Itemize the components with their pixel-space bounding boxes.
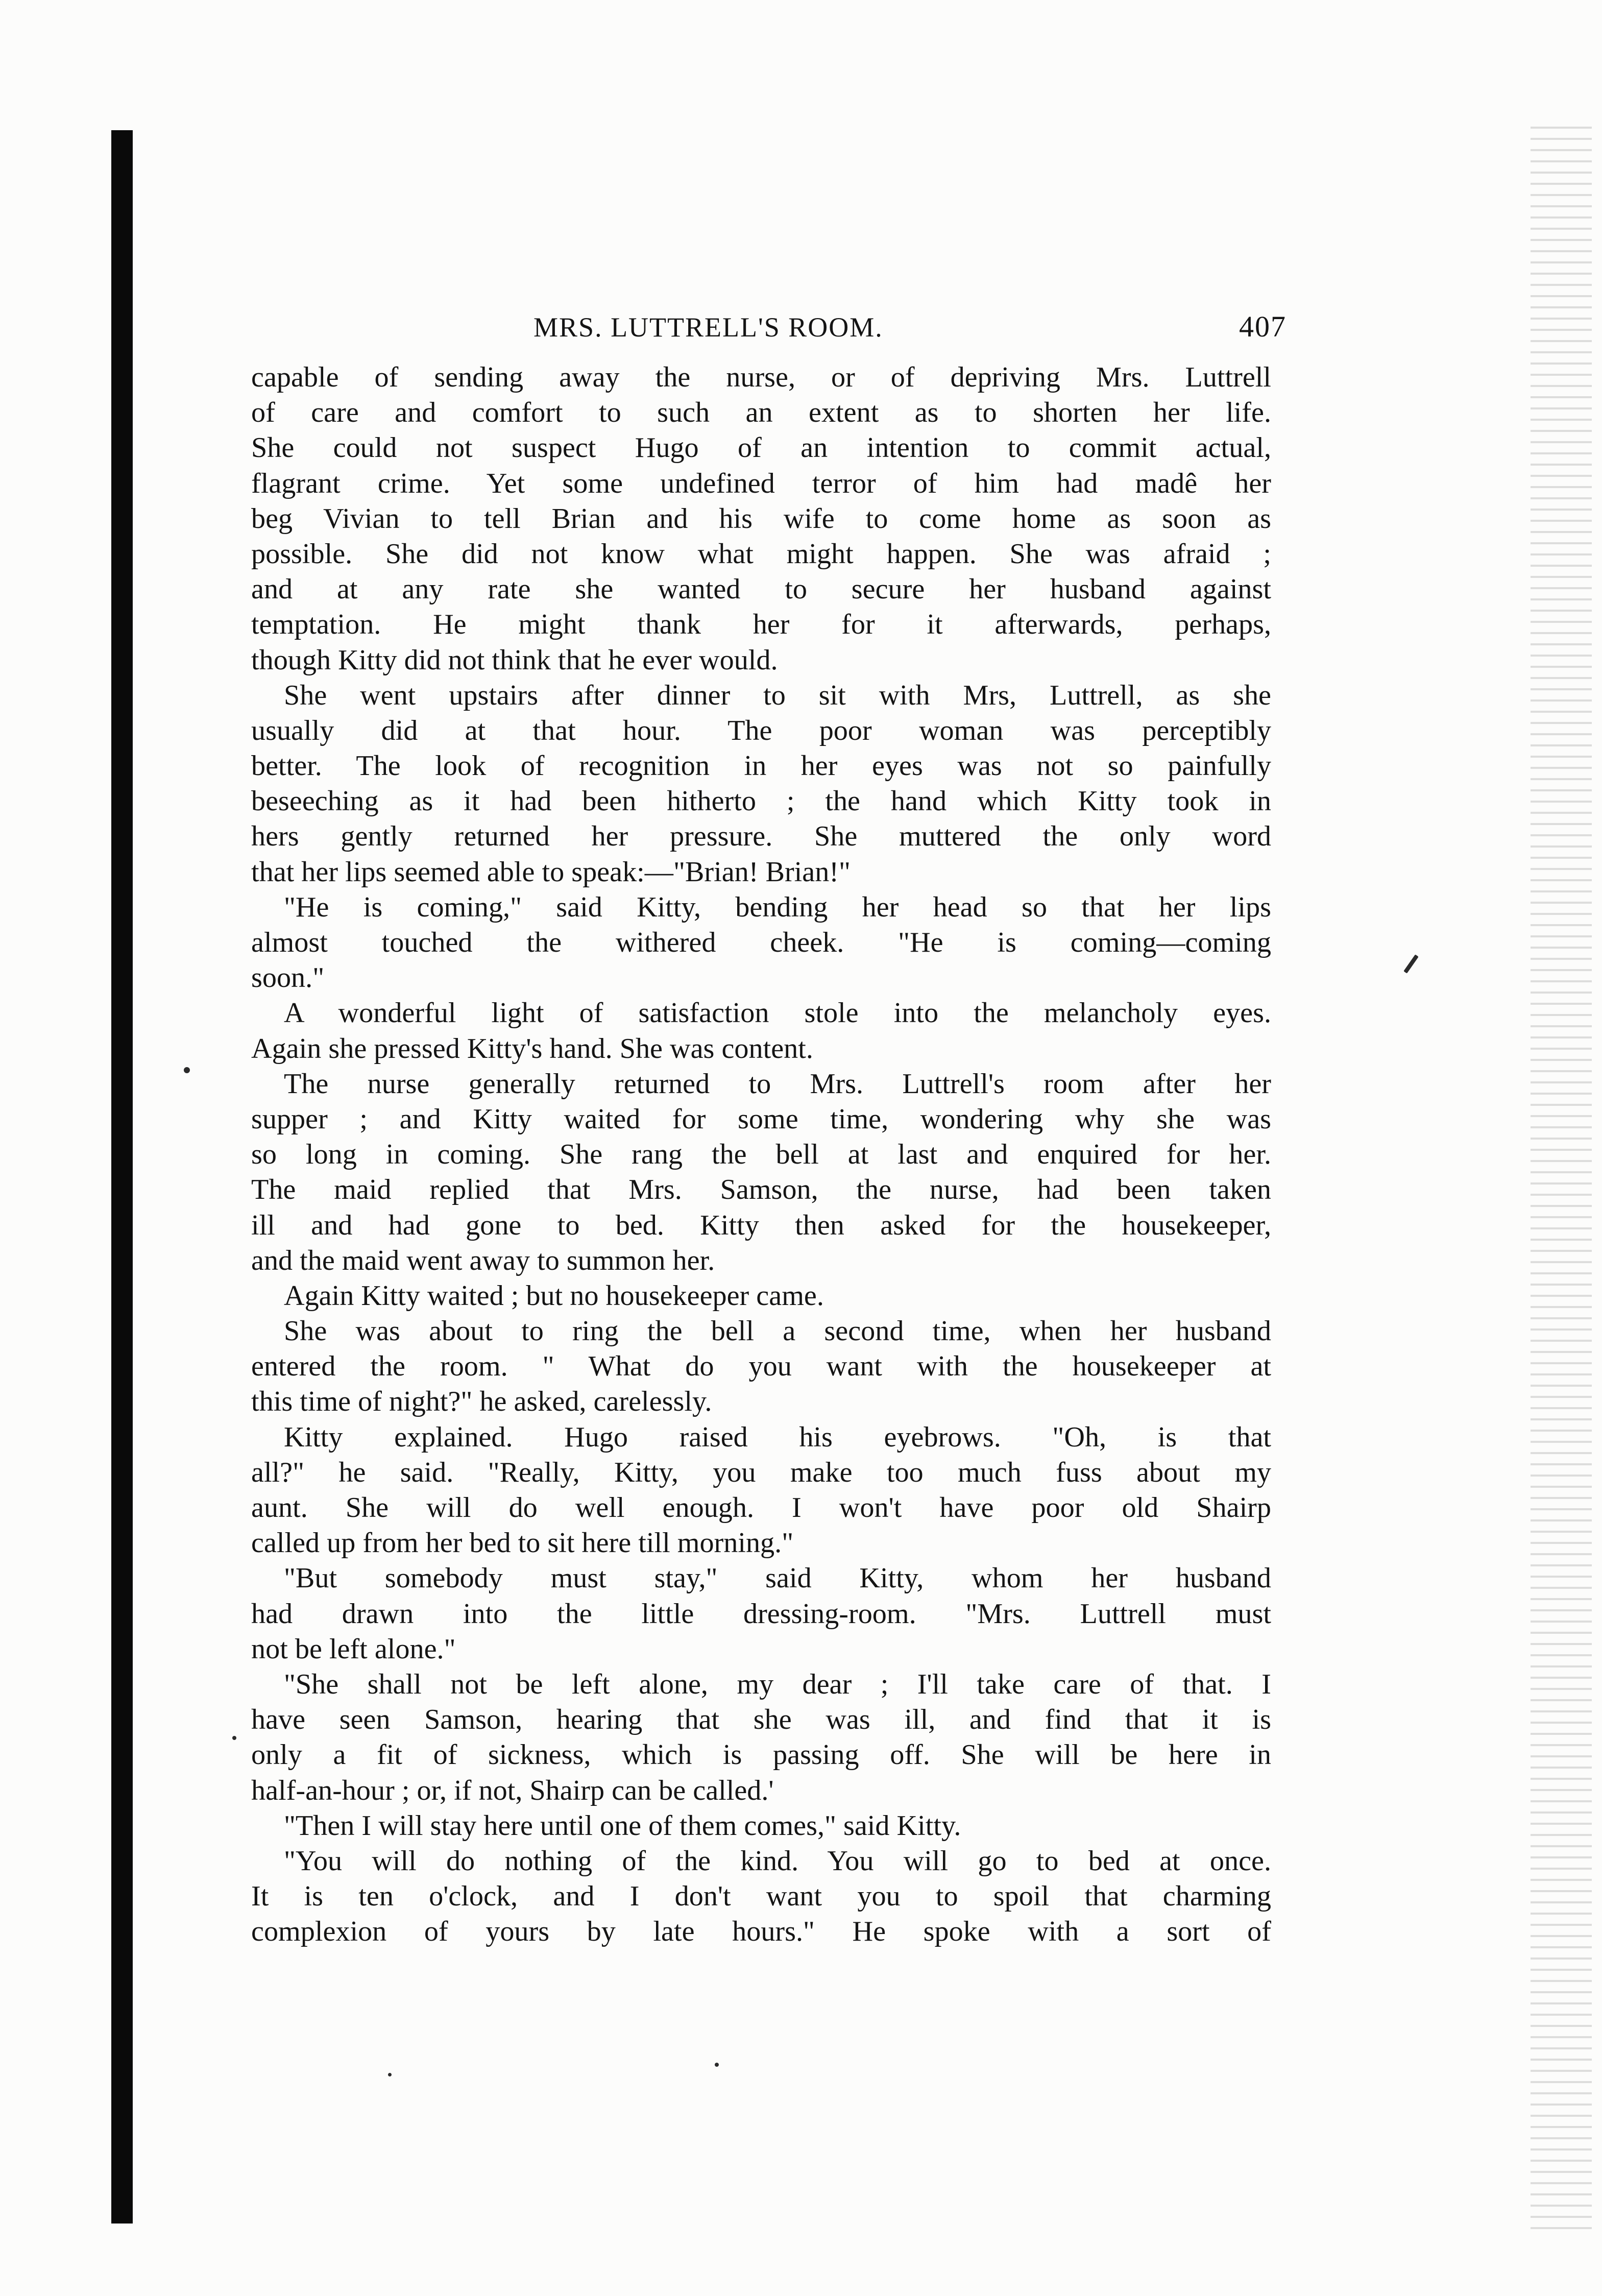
text-line: only a fit of sickness, which is passing off. She will be here in: [251, 1739, 1271, 1771]
scan-speck: [715, 2063, 719, 2067]
text-line: had drawn into the little dressing-room. "Mrs. Luttrell must: [251, 1598, 1271, 1630]
text-line: The nurse generally returned to Mrs. Luttrell's room after her: [284, 1068, 1271, 1100]
text-line: supper ; and Kitty waited for some time, wondering why she was: [251, 1103, 1271, 1135]
text-line: "She shall not be left alone, my dear ; I'll take care of that. I: [284, 1668, 1271, 1700]
text-line: possible. She did not know what might happen. She was afraid ;: [251, 538, 1271, 570]
text-line: this time of night?" he asked, carelessly.: [251, 1386, 712, 1418]
running-title: MRS. LUTTRELL'S ROOM.: [533, 312, 883, 343]
text-line: of care and comfort to such an extent as to shorten her life.: [251, 397, 1271, 429]
text-line: better. The look of recognition in her eyes was not so painfully: [251, 750, 1271, 782]
text-line: beg Vivian to tell Brian and his wife to come home as soon as: [251, 502, 1271, 535]
text-line: Again she pressed Kitty's hand. She was content.: [251, 1032, 813, 1065]
text-line: entered the room. " What do you want with the housekeeper at: [251, 1350, 1271, 1383]
text-line: aunt. She will do well enough. I won't have poor old Shairp: [251, 1492, 1271, 1524]
text-line: half-an-hour ; or, if not, Shairp can be called.': [251, 1774, 774, 1806]
text-line: called up from her bed to sit here till morning.": [251, 1527, 794, 1559]
text-line: soon.": [251, 962, 325, 994]
text-line: A wonderful light of satisfaction stole into the melancholy eyes.: [284, 997, 1271, 1029]
text-line: Again Kitty waited ; but no housekeeper came.: [284, 1279, 824, 1312]
text-line: hers gently returned her pressure. She muttered the only word: [251, 820, 1271, 853]
text-line: and at any rate she wanted to secure her husband against: [251, 573, 1271, 606]
text-line: and the maid went away to summon her.: [251, 1244, 715, 1276]
scan-speck: [232, 1736, 236, 1740]
text-line: so long in coming. She rang the bell at last and enquired for her.: [251, 1139, 1271, 1171]
text-line: flagrant crime. Yet some undefined terror of him had madê her: [251, 467, 1271, 499]
text-line: "But somebody must stay," said Kitty, whom her husband: [284, 1562, 1271, 1594]
text-line: beseeching as it had been hitherto ; the hand which Kitty took in: [251, 785, 1271, 817]
scan-speck: [1403, 954, 1418, 973]
text-line: ill and had gone to bed. Kitty then asked for the housekeeper,: [251, 1209, 1271, 1241]
text-line: capable of sending away the nurse, or of depriving Mrs. Luttrell: [251, 361, 1271, 393]
text-line: "You will do nothing of the kind. You will go to bed at once.: [284, 1845, 1271, 1877]
page-number: 407: [1239, 310, 1287, 343]
text-line: "Then I will stay here until one of them comes," said Kitty.: [284, 1809, 961, 1842]
scan-edge-noise: [1531, 117, 1592, 2236]
text-line: The maid replied that Mrs. Samson, the nurse, had been taken: [251, 1174, 1271, 1206]
text-line: usually did at that hour. The poor woman was perceptibly: [251, 714, 1271, 746]
text-line: temptation. He might thank her for it afterwards, perhaps,: [251, 609, 1271, 641]
text-line: not be left alone.": [251, 1633, 456, 1665]
scan-gutter-shadow: [111, 130, 133, 2224]
text-line: Kitty explained. Hugo raised his eyebrows. "Oh, is that: [284, 1421, 1271, 1453]
text-line: have seen Samson, hearing that she was ill, and find that it is: [251, 1704, 1271, 1736]
text-line: "He is coming," said Kitty, bending her head so that her lips: [284, 891, 1271, 923]
text-line: She was about to ring the bell a second time, when her husband: [284, 1315, 1271, 1347]
text-line: though Kitty did not think that he ever would.: [251, 644, 778, 676]
text-line: She could not suspect Hugo of an intention to commit actual,: [251, 432, 1271, 464]
text-line: complexion of yours by late hours." He spoke with a sort of: [251, 1916, 1271, 1948]
scan-speck: [184, 1067, 190, 1073]
text-line: that her lips seemed able to speak:—"Brian! Brian!": [251, 856, 851, 888]
body-text: [251, 360, 1271, 1949]
text-line: all?" he said. "Really, Kitty, you make too much fuss about my: [251, 1456, 1271, 1488]
text-line: It is ten o'clock, and I don't want you to spoil that charming: [251, 1880, 1271, 1913]
scan-speck: [388, 2073, 392, 2076]
page-header: [255, 302, 1287, 348]
text-line: She went upstairs after dinner to sit with Mrs, Luttrell, as she: [284, 679, 1271, 711]
text-line: almost touched the withered cheek. "He is coming—coming: [251, 927, 1271, 958]
